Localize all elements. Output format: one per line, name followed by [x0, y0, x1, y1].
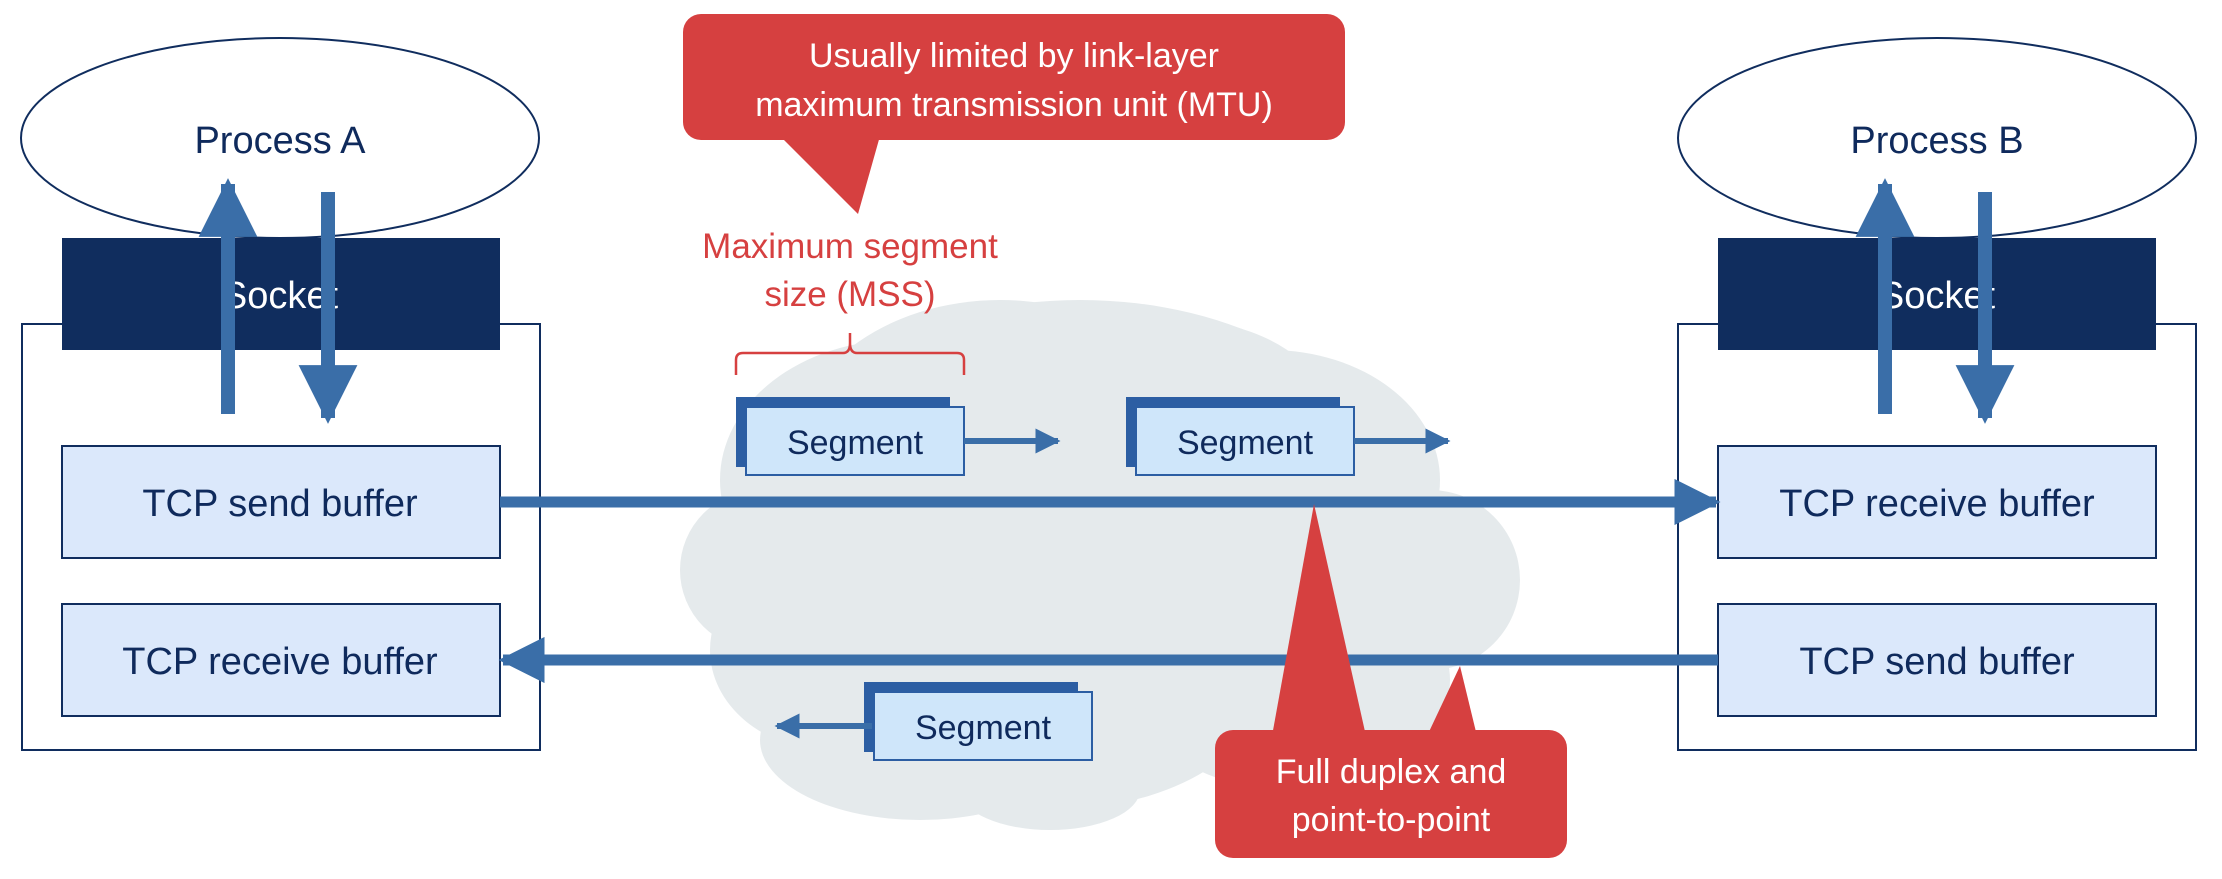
mtu-callout [683, 14, 1345, 214]
host-a [21, 38, 540, 750]
socket-a-label: Socket [221, 275, 339, 317]
mtu-callout-line1: Usually limited by link-layer [808, 37, 1220, 75]
host-b-receive-buffer-label: TCP receive buffer [1779, 483, 2095, 525]
mtu-callout-line2: maximum transmission unit (MTU) [755, 86, 1273, 124]
segment-top-left-label: Segment [786, 424, 924, 462]
mss-label-line2: size (MSS) [764, 275, 936, 314]
segment-top-right-label: Segment [1176, 424, 1314, 462]
process-b-label: Process B [1850, 120, 2024, 162]
duplex-callout-line2: point-to-point [1291, 801, 1491, 839]
host-b [1678, 38, 2196, 750]
host-a-send-buffer-label: TCP send buffer [142, 483, 418, 525]
host-b-send-buffer-label: TCP send buffer [1799, 641, 2075, 683]
duplex-callout-line1: Full duplex and [1275, 753, 1507, 791]
socket-b-label: Socket [1878, 275, 1996, 317]
host-a-receive-buffer-label: TCP receive buffer [122, 641, 438, 683]
process-a-label: Process A [194, 120, 366, 162]
segment-bottom-label: Segment [914, 709, 1052, 747]
mss-label-line1: Maximum segment [702, 227, 998, 266]
